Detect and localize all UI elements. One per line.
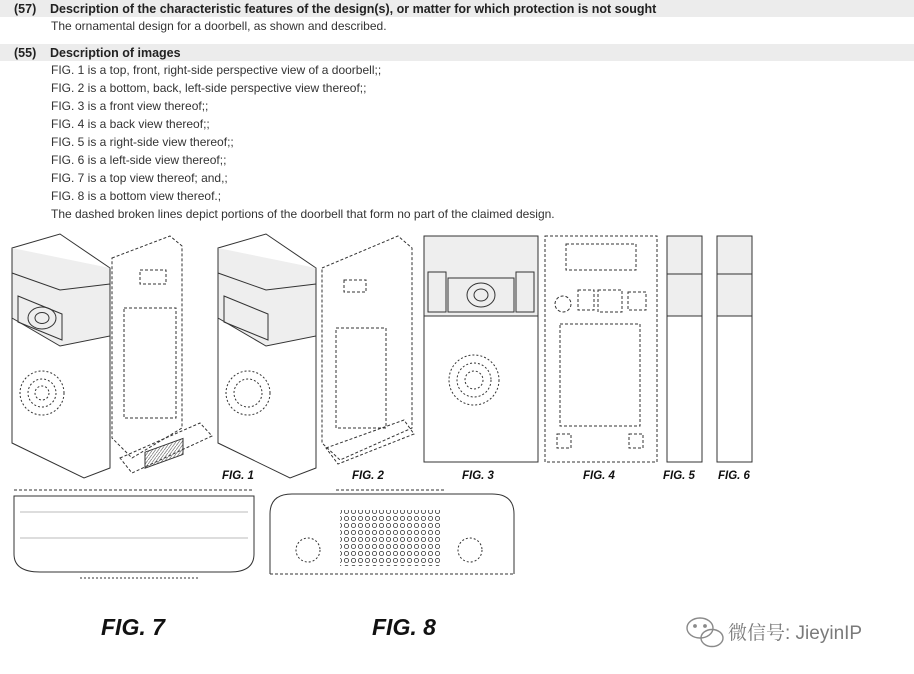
fig3-caption: FIG. 3 — [462, 470, 494, 482]
section-57-title: Description of the characteristic features of the design(s), or matter for which protection is not sought — [50, 1, 657, 16]
section-57-text: The ornamental design for a doorbell, as shown and described. — [51, 19, 387, 33]
drawings-svg — [0, 228, 914, 674]
image-description-line: FIG. 1 is a top, front, right-side perspective view of a doorbell;; — [51, 63, 382, 77]
fig1-drawing — [12, 234, 212, 478]
fig6-caption: FIG. 6 — [718, 470, 750, 482]
fig4-caption: FIG. 4 — [583, 470, 615, 482]
image-description-line: FIG. 5 is a right-side view thereof;; — [51, 135, 234, 149]
fig5-caption: FIG. 5 — [663, 470, 695, 482]
fig7-caption: FIG. 7 — [101, 614, 165, 640]
image-description-line: FIG. 4 is a back view thereof;; — [51, 117, 210, 131]
fig2-drawing — [218, 234, 414, 478]
fig4-drawing — [545, 236, 657, 462]
section-55-title: Description of images — [50, 45, 181, 60]
fig5-drawing — [667, 236, 702, 462]
fig6-drawing — [717, 236, 752, 462]
design-drawings — [0, 228, 914, 674]
watermark-text: 微信号: JieyinIP — [728, 623, 863, 644]
fig1-caption: FIG. 1 — [222, 470, 254, 482]
image-description-line: FIG. 2 is a bottom, back, left-side perspective view thereof;; — [51, 81, 367, 95]
watermark — [728, 618, 862, 645]
section-55-header — [0, 44, 914, 61]
image-description-line: FIG. 6 is a left-side view thereof;; — [51, 153, 227, 167]
wechat-icon — [687, 618, 723, 647]
image-description-line: FIG. 3 is a front view thereof;; — [51, 99, 209, 113]
section-57-number: (57) — [14, 1, 37, 16]
image-description-line: FIG. 8 is a bottom view thereof.; — [51, 189, 222, 203]
fig2-caption: FIG. 2 — [352, 470, 384, 482]
fig7-drawing — [14, 490, 254, 578]
fig3-drawing — [424, 236, 538, 462]
section-55-number: (55) — [14, 45, 37, 60]
section-55 — [0, 44, 914, 223]
fig8-caption: FIG. 8 — [372, 614, 436, 640]
image-description-line: The dashed broken lines depict portions of the doorbell that form no part of the claimed design. — [51, 207, 555, 221]
section-57 — [0, 0, 914, 35]
image-description-line: FIG. 7 is a top view thereof; and,; — [51, 171, 228, 185]
section-57-header — [0, 0, 914, 17]
fig8-drawing — [270, 490, 514, 574]
